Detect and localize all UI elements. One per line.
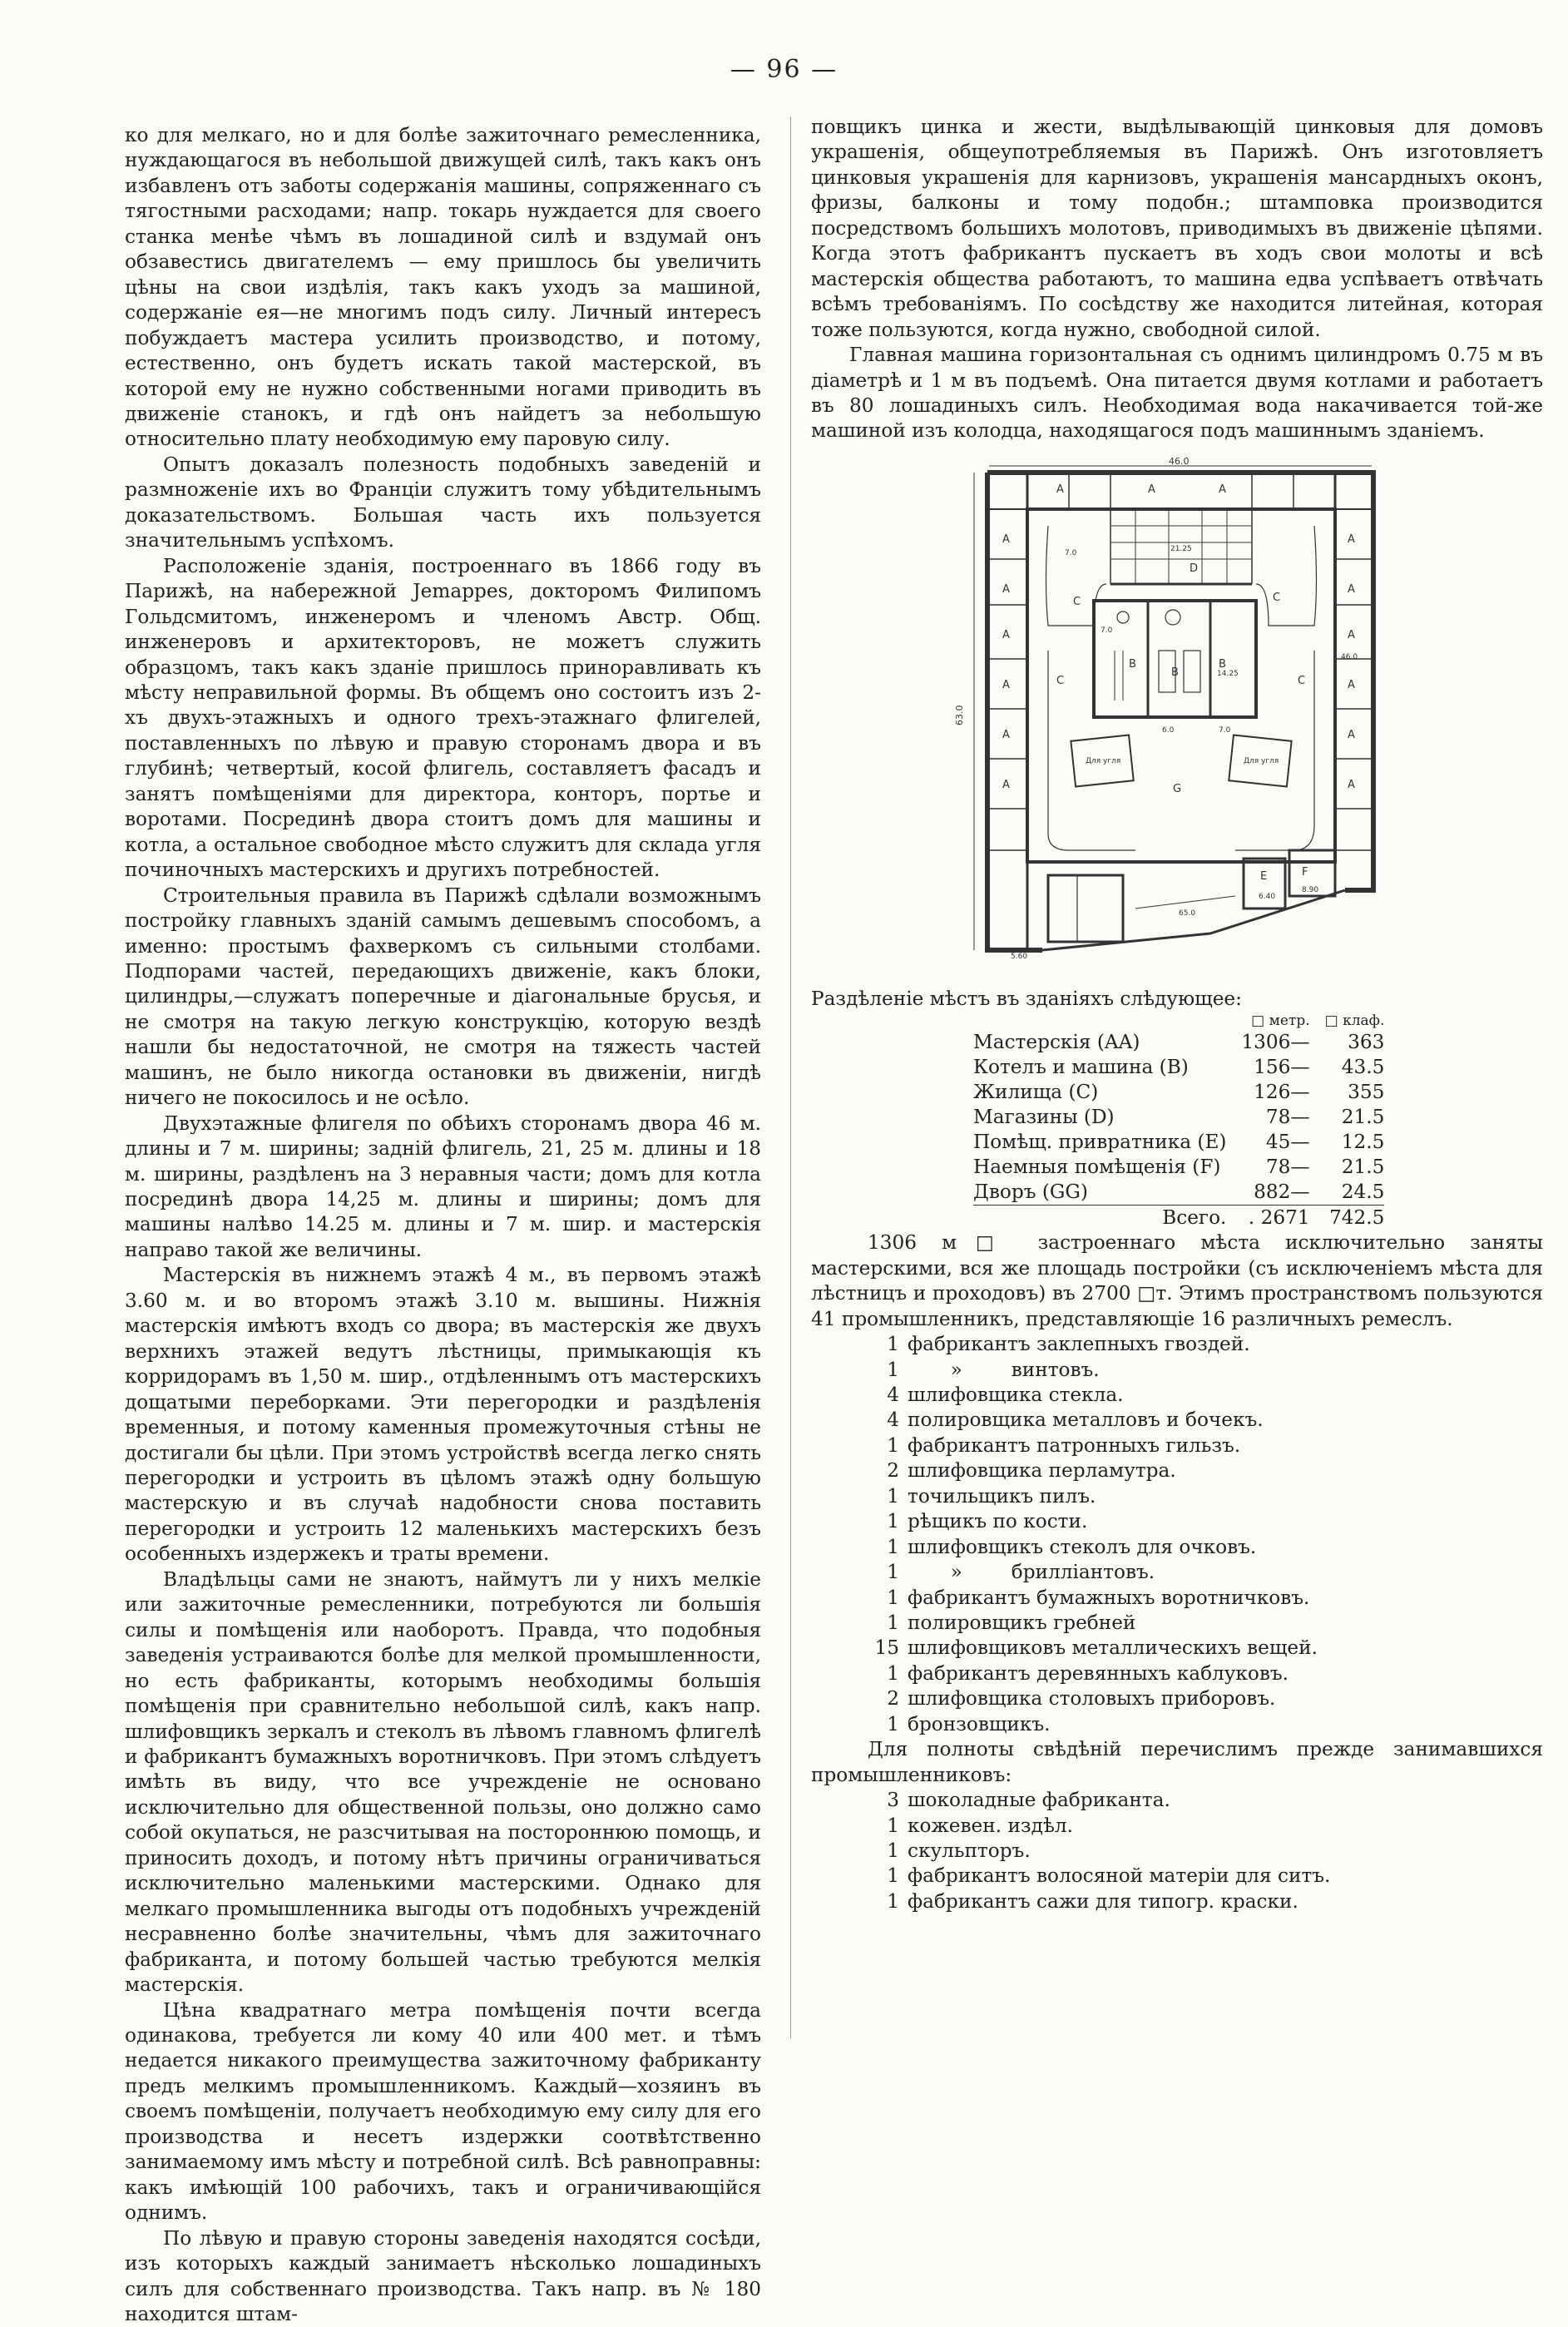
col-metres: □ метр. — [1251, 1012, 1310, 1030]
list-item: 1 рѣщикъ по кости. — [887, 1510, 1088, 1533]
list-item: 1 кожевен. издѣл. — [887, 1814, 1073, 1837]
court-label-g: G — [1173, 782, 1182, 795]
court-label-c: C — [1298, 674, 1306, 687]
room-label-a: A — [1002, 532, 1010, 546]
paragraph: Двухэтажные флигеля по обѣихъ сторонамъ двора 46 м. длины и 7 м. ширины; задній флигель, 21, 25 м. длины и 18 м. ширины, раздѣленъ на 3 неравныя части; домъ для котла посрединѣ двора 14,25 м. длины и ширины; домъ для машины налѣво 14.25 м. длины и 7 м. шир. и мастерскія направо такой же величины. — [125, 1112, 761, 1261]
room-label-a: A — [1002, 678, 1010, 691]
table-row: Котелъ и машина (B) 156— 43.5 — [973, 1056, 1385, 1079]
room-label-a: A — [1056, 483, 1064, 496]
paragraph: По лѣвую и правую стороны заведенія находятся сосѣди, изъ которыхъ каждый занимаетъ нѣсколько лошадиныхъ силъ для собственнаго производства. Такъ напр. въ № 180 находится штам- — [125, 2226, 761, 2325]
room-label-a: A — [1348, 628, 1355, 641]
room-label-a: A — [1148, 483, 1155, 496]
room-label-a: A — [1348, 778, 1355, 791]
paragraph: повщикъ цинка и жести, выдѣлывающій цинковыя для домовъ украшенія, общеупотребляемыя въ Парижѣ. Онъ изготовляетъ цинковыя украшенія для карнизовъ, украшенія мансардныхъ оконъ, фризы, балконы и тому подобн.; штамповка производится посредствомъ большихъ молотовъ, приводимыхъ въ движеніе цѣпями. Когда этотъ фабрикантъ пускаетъ въ ходъ свои молоты и всѣ мастерскія общества работаютъ, то машина едва успѣваетъ отвѣчать всѣмъ требованіямъ. По сосѣдству же находится литейная, которая тоже пользуются, когда нужно, свободной силой. — [811, 116, 1543, 341]
room-label-a: A — [1348, 582, 1355, 596]
list-item: 1 фабрикантъ деревянныхъ каблуковъ. — [887, 1661, 1289, 1685]
table-caption: Раздѣленіе мѣстъ въ зданіяхъ слѣдующее: — [811, 987, 1242, 1010]
dim-boiler: 14.25 — [1217, 669, 1239, 678]
list-item: 1 бронзовщикъ. — [887, 1712, 1051, 1735]
room-label-a: A — [1348, 728, 1355, 741]
room-label-a: A — [1002, 728, 1010, 741]
room-label-b: B — [1129, 657, 1136, 671]
list-item: 1 скульпторъ. — [887, 1839, 1031, 1862]
distribution-table — [973, 1012, 1384, 1230]
list-item: 4 полировщика металловъ и бочекъ. — [887, 1409, 1264, 1432]
paragraph: Расположеніе зданія, построеннаго въ 1866 году въ Парижѣ, на набережной Jemappes, докторомъ Филипомъ Гольдсмитомъ, инженеромъ и членомъ Австр. Общ. инженеровъ и архитекторовъ, не можетъ служить образцомъ, такъ какъ зданіе пришлось приноравливать къ мѣсту неправильной формы. Въ общемъ оно состоитъ изъ 2-хъ двухъ-этажныхъ и одного трехъ-этажнаго флигелей, поставленныхъ по лѣвую и правую сторонамъ двора и въ глубинѣ; четвертый, косой флигель, составляетъ фасадъ и занятъ помѣщеніями для директора, конторъ, портье и воротами. Посрединѣ двора стоитъ домъ для машины и котла, а остальное свободное мѣсто служитъ для склада угля починочныхъ мастерскихъ и другихъ потребностей. — [125, 554, 761, 882]
dim-front: 65.0 — [1179, 909, 1196, 918]
list-item: 1 фабрикантъ волосяной матеріи для ситъ. — [887, 1864, 1331, 1888]
coal-label: Для угля — [1244, 756, 1279, 765]
list-item: 1 » винтовъ. — [887, 1358, 1100, 1381]
dim-bottom-left: 5.60 — [1011, 952, 1028, 961]
list-item: 1 » бриллiантовъ. — [887, 1561, 1155, 1584]
table-row: Помѣщ. привратника (E) 45— 12.5 — [973, 1131, 1385, 1154]
list-item: 2 шлифовщика столовыхъ приборовъ. — [887, 1687, 1276, 1711]
court-label-c: C — [1056, 674, 1065, 687]
room-label-e: E — [1260, 869, 1268, 883]
room-label-b: B — [1219, 657, 1226, 671]
paragraph: Цѣна квадратнаго метра помѣщенія почти всегда одинакова, требуется ли кому 40 или 400 мет. и тѣмъ недается никакого преимущества зажиточному фабриканту предъ мелкимъ промышленникомъ. Каждый—хозяинъ въ своемъ помѣщеніи, получаетъ необходимую ему силу для его производства и несетъ издержки соотвѣтственно занимаемому имъ мѣсту и потребной силѣ. Всѣ равноправны: какъ имѣющій 100 рабочихъ, такъ и ограничивающійся однимъ. — [125, 1998, 761, 2225]
paragraph: Опытъ доказалъ полезность подобныхъ заведеній и размноженіе ихъ во Франціи служитъ тому убѣдительнымъ доказательствомъ. Большая часть ихъ пользуется значительнымъ успѣхомъ. — [125, 453, 761, 552]
dim-bottom-right: 6.40 — [1259, 892, 1276, 901]
column-divider — [790, 116, 791, 2038]
paragraph: Главная машина горизонтальная съ однимъ цилиндромъ 0.75 м въ діаметрѣ и 1 м въ подъемѣ. Она питается двумя котлами и работаетъ въ 80 лошадиныхъ силъ. Необходимая вода накачивается той-же машиной изъ колодца, находящагося подъ машиннымъ зданіемъ. — [811, 344, 1543, 443]
room-label-d: D — [1190, 562, 1199, 575]
paragraph: Для полноты свѣдѣній перечислимъ прежде занимавшихся промышленниковъ: — [811, 1738, 1543, 1786]
room-label-a: A — [1348, 678, 1355, 691]
list-item: 1 фабрикантъ патронныхъ гильзъ. — [887, 1433, 1241, 1457]
col-klaf: □ клаф. — [1324, 1012, 1385, 1030]
table-row: Дворъ (GG) 882— 24.5 — [973, 1181, 1385, 1204]
court-label-c: C — [1273, 591, 1281, 604]
dim-court: 7.0 — [1101, 626, 1113, 635]
room-label-a: A — [1002, 582, 1010, 596]
trades-list — [811, 1332, 1543, 1737]
list-item: 1 полировщикъ гребней — [887, 1611, 1136, 1634]
room-label-b: B — [1171, 666, 1179, 679]
table-total-row: Всего. . 2671 742.5 — [973, 1206, 1384, 1231]
court-label-c: C — [1073, 595, 1081, 608]
right-column — [811, 115, 1543, 1914]
paragraph: ко для мелкаго, но и для болѣе зажиточнаго ремесленника, нуждающагося въ небольшой движущей силѣ, такъ какъ онъ избавленъ отъ заботы содержанія машины, сопряженнаго съ тягостными расходами; напр. токарь нуждается для своего станка менѣе чѣмъ въ лошадиной силѣ и вздумай онъ обзавестись двигателемъ — ему пришлось бы увеличить цѣны на свои издѣлія, такъ какъ уходъ за машиной, содержаніе ея—не многимъ подъ силу. Личный интересъ побуждаетъ мастера усилить производство, и потому, естественно, онъ будетъ искать такой мастерской, въ которой ему не нужно собственными ногами приводить въ движеніе станокъ, и гдѣ онъ найдетъ за небольшую относительно плату необходимую ему паровую силу. — [125, 124, 761, 451]
list-item: 3 шоколадные фабриканта. — [887, 1789, 1170, 1812]
page-number: — 96 — — [730, 55, 838, 84]
room-label-a: A — [1219, 483, 1226, 496]
paragraph: Владѣльцы сами не знаютъ, наймутъ ли у нихъ мелкіе или зажиточные ремесленники, потребуются ли большія силы и помѣщенія или наоборотъ. Правда, что подобныя заведенія устраиваются болѣе для мелкой промышленности, но есть фабриканты, которымъ необходимы большія помѣщенія при сравнительно небольшой силѣ, какъ напр. шлифовщикъ зеркалъ и стеколъ въ лѣвомъ главномъ флигелѣ и фабрикантъ бумажныхъ воротничковъ. При этомъ слѣдуетъ имѣть въ виду, что все учрежденіе не основано исключительно для общественной пользы, оно должно само собой окупаться, не разсчитывая на постороннюю помощь, и приносить доходъ, и потому нѣтъ причины ограничиваться исключительно маленькими мастерскими. Однако для мелкаго промышленника выгоды отъ подобныхъ учрежденій несравненно болѣе значительны, чѣмъ для зажиточнаго фабриканта, и потому большей частью требуются мелкія мастерскія. — [125, 1567, 761, 1997]
dim-engine: 6.0 — [1162, 725, 1175, 735]
floor-plan — [954, 455, 1377, 973]
former-trades-list — [811, 1788, 1543, 1914]
list-item: 1 точильщикъ пилъ. — [887, 1484, 1096, 1508]
paragraph: Строительныя правила въ Парижѣ сдѣлали возможнымъ постройку главныхъ зданій самымъ дешевымъ способомъ, а именно: простымъ фахверкомъ съ сильными столбами. Подпорами частей, передающихъ движеніе, какъ блоки, цилиндры,—служатъ поперечные и діагональные брусья, и не смотря на такую легкую конструкцію, которую вездѣ нашли бы недостаточной, не смотря на тяжесть частей машинъ, не было никогда остановки въ движеніи, нигдѣ ничего не покосилось и не осѣло. — [125, 884, 761, 1110]
dim-court: 7.0 — [1219, 725, 1231, 735]
dim-height: 63.0 — [954, 705, 965, 725]
paragraph: Мастерскія въ нижнемъ этажѣ 4 м., въ первомъ этажѣ 3.60 м. и во второмъ этажѣ 3.10 м. вышины. Нижнія мастерскія имѣютъ входъ со двора; въ мастерскія же двухъ верхнихъ этажей ведутъ лѣстницы, примыкающія къ корридорамъ въ 1,50 м. шир., отдѣленнымъ отъ мастерскихъ дощатыми переборками. Эти перегородки и раздѣленія временныя, и потому каменныя промежуточныя стѣны не достигали бы цѣли. При этомъ устройствѣ всегда легко снять перегородки и устроить въ цѣломъ этажѣ одну большую мастерскую и въ случаѣ надобности снова поставить перегородки и устроить 12 маленькихъ мастерскихъ безъ особенныхъ издержекъ и траты времени. — [125, 1264, 761, 1566]
dim-wing: 21.25 — [1170, 544, 1192, 553]
dim-right: 46.0 — [1341, 652, 1358, 661]
list-item: 2 шлифовщика перламутра. — [887, 1459, 1176, 1483]
list-item: 1 шлифовщикъ стеколъ для очковъ. — [887, 1535, 1257, 1558]
list-item: 4 шлифовщика стекла. — [887, 1384, 1124, 1407]
room-label-f: F — [1302, 865, 1308, 879]
left-column — [125, 123, 761, 2327]
list-item: 1 фабрикантъ бумажныхъ воротничковъ. — [887, 1586, 1310, 1609]
paragraph: 1306 м□ застроеннаго мѣста исключительно заняты мастерскими, вся же площадь постройки (съ исключеніемъ мѣста для лѣстницъ и проходовъ) въ 2700 □т. Этимъ пространствомъ пользуются 41 промышленникъ, представляющіе 16 различныхъ ремеслъ. — [811, 1231, 1543, 1330]
table-row: Жилища (C) 126— 355 — [973, 1081, 1385, 1104]
coal-label: Для угля — [1086, 756, 1121, 765]
room-label-a: A — [1348, 532, 1355, 546]
table-row: Мастерскія (AA) 1306— 363 — [973, 1031, 1385, 1054]
dim-width: 46.0 — [1169, 455, 1190, 467]
table-row: Наемныя помѣщенія (F) 78— 21.5 — [973, 1156, 1385, 1179]
list-item: 15 шлифовщиковъ металлическихъ вещей. — [874, 1636, 1318, 1660]
list-item: 1 фабрикантъ заклепныхъ гвоздей. — [887, 1333, 1250, 1356]
room-label-a: A — [1002, 628, 1010, 641]
dim-court: 7.0 — [1065, 548, 1077, 557]
room-label-a: A — [1002, 778, 1010, 791]
list-item: 1 фабрикантъ сажи для типогр. краски. — [887, 1889, 1298, 1913]
dim-f: 8.90 — [1302, 885, 1319, 894]
table-row: Магазины (D) 78— 21.5 — [973, 1106, 1385, 1129]
